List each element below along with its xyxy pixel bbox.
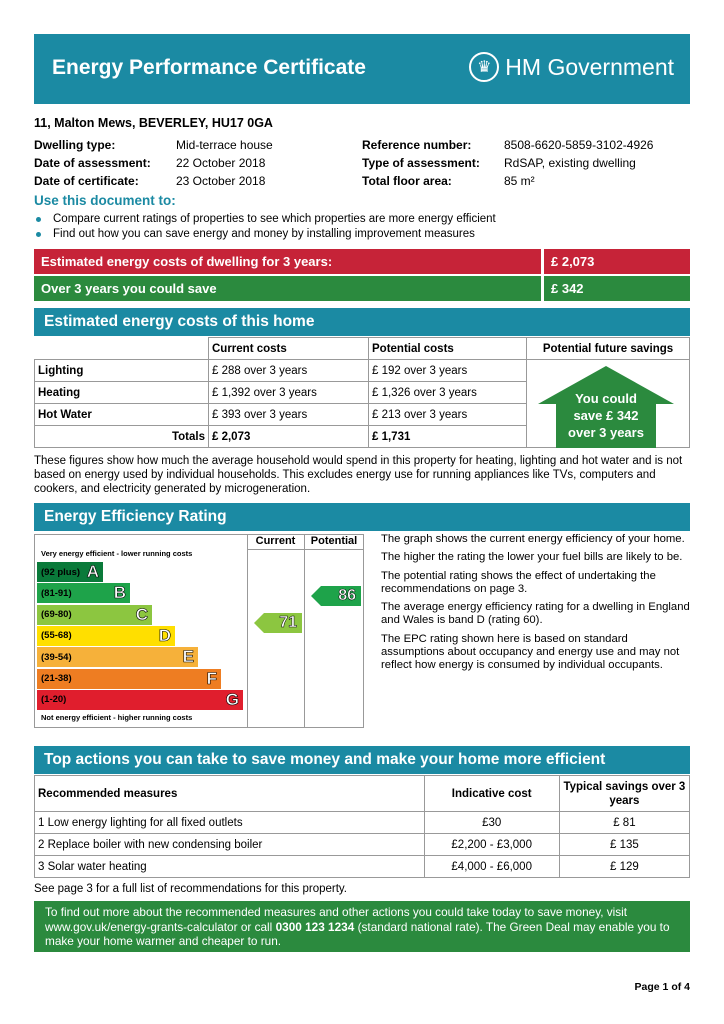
use-document-bullets (34, 212, 496, 242)
rating-band-f (37, 669, 221, 689)
certificate-header (34, 34, 690, 104)
rating-chart (34, 534, 364, 728)
current-rating-value: 71 (279, 614, 297, 631)
rating-notes: The graph shows the current energy efficiency of your home. The higher the rating the lower your fuel bills are likely to be. The potential rating shows the effect of undertaking the recommendations on page 3. The average energy efficiency rating for a dwelling in England and Wales is band D (rating 60). The EPC rating shown here is based on standard assumptions about occupancy and energy use and may not reflect how energy is consumed by individual occupants. (381, 533, 690, 672)
table-row: 1 Low energy lighting for all fixed outlets £30 £ 81 (35, 812, 690, 834)
table-row: Totals £ 2,073 £ 1,731 (35, 426, 690, 448)
band-range: (92 plus) (41, 566, 81, 578)
band-range: (21-38) (41, 673, 72, 684)
top-efficiency-label: Very energy efficient - lower running costs (41, 549, 193, 558)
certificate-title: Energy Performance Certificate (52, 56, 366, 79)
actions-section-title: Top actions you can take to save money and make your home more efficient (34, 746, 690, 774)
actions-table: Recommended measures Indicative cost Typical savings over 3 years 1 Low energy lighting for all fixed outlets £30 £ 81 2 Replace boiler with new condensing boiler £2,200 - £3,000 £ 135 3 Solar water heating £4,000 - £6,000 £ 129 (34, 775, 690, 878)
potential-column-header: Potential (310, 535, 358, 547)
band-range: (69-80) (41, 609, 72, 621)
band-letter: E (182, 647, 194, 667)
property-address: 11, Malton Mews, BEVERLEY, HU17 0GA (34, 116, 273, 130)
current-rating-arrow (254, 613, 302, 633)
band-range: (81-91) (41, 587, 72, 599)
helpline-number[interactable]: 0300 123 1234 (275, 919, 355, 934)
estimated-cost-value: £ 2,073 (544, 249, 690, 274)
details-right: Reference number: 8508-6620-5859-3102-4926 Type of assessment: RdSAP, existing dwelling Total floor area: 85 m² (362, 138, 654, 188)
rating-band-c (37, 605, 152, 625)
current-column-header: Current (255, 535, 296, 547)
costs-section-title: Estimated energy costs of this home (34, 308, 690, 336)
page-number: Page 1 of 4 (634, 981, 690, 993)
bullet-icon (36, 232, 41, 237)
table-row: Heating £ 1,392 over 3 years £ 1,326 over 3 years (35, 382, 690, 404)
details-left: Dwelling type: Mid-terrace house Date of assessment: 22 October 2018 Date of certificate: 23 October 2018 (34, 138, 273, 188)
table-row: Hot Water £ 393 over 3 years £ 213 over 3 years (35, 404, 690, 426)
footer-info-box: To find out more about the recommended measures and other actions you could take today to save money, visit www.gov.uk/energy-grants-calculator or call 0300 123 1234 (standard national rate). The Green Deal may enable you to make your home warmer and cheaper to run. (34, 901, 690, 952)
table-row: Lighting £ 288 over 3 years £ 192 over 3 years You could save £ 342 over 3 years (35, 360, 690, 382)
cost-summary-bars (34, 249, 690, 301)
band-range: (55-68) (41, 630, 72, 642)
hm-government-logo: ♛ HM Government (469, 52, 674, 82)
rating-band-e (37, 647, 198, 667)
list-item: Compare current ratings of properties to see which properties are more energy efficient (34, 212, 496, 227)
band-letter: D (158, 625, 171, 645)
estimated-cost-label: Estimated energy costs of dwelling for 3 years: (34, 249, 541, 274)
bottom-efficiency-label: Not energy efficient - higher running costs (41, 713, 193, 722)
see-page-note: See page 3 for a full list of recommendations for this property. (34, 883, 347, 895)
list-item: Find out how you can save energy and money by installing improvement measures (34, 227, 496, 242)
band-range: (1-20) (41, 694, 67, 706)
savings-value: £ 342 (544, 276, 690, 301)
rating-band-g (37, 690, 243, 710)
band-letter: A (86, 562, 99, 581)
band-range: (39-54) (41, 651, 72, 663)
use-document-title: Use this document to: (34, 193, 176, 208)
table-row: 3 Solar water heating £4,000 - £6,000 £ 129 (35, 856, 690, 878)
rating-band-a (37, 562, 103, 582)
band-letter: G (225, 689, 239, 709)
band-letter: C (135, 604, 148, 624)
band-letter: B (113, 583, 126, 603)
savings-arrow-cell (527, 360, 690, 448)
royal-crest-icon: ♛ (469, 52, 499, 82)
costs-table: Current costs Potential costs Potential future savings Lighting £ 288 over 3 years £ 192 over 3 years You could save £ 342 over 3 years Heating £ 1,392 over 3 years £ 1,326 over 3 years Hot Water £ 393 over 3 years £ 213 over 3 years Totals £ 2,073 £ 1,731 (34, 337, 690, 448)
rating-band-b (37, 583, 130, 603)
rating-band-d (37, 626, 175, 646)
savings-callout: You could save £ 342 over 3 years (568, 391, 644, 440)
table-row: 2 Replace boiler with new condensing boiler £2,200 - £3,000 £ 135 (35, 834, 690, 856)
rating-section-title: Energy Efficiency Rating (34, 503, 690, 531)
costs-note: These figures show how much the average household would spend in this property for heating, lighting and hot water and is not based on energy used by individual households. This excludes energy use for running appliances like TVs, computers and cookers, and electricity generated by microgeneration. (34, 455, 683, 495)
potential-rating-arrow (311, 586, 361, 606)
bullet-icon (36, 217, 41, 222)
potential-rating-value: 86 (338, 587, 356, 604)
savings-label: Over 3 years you could save (34, 276, 541, 301)
band-letter: F (206, 668, 217, 688)
